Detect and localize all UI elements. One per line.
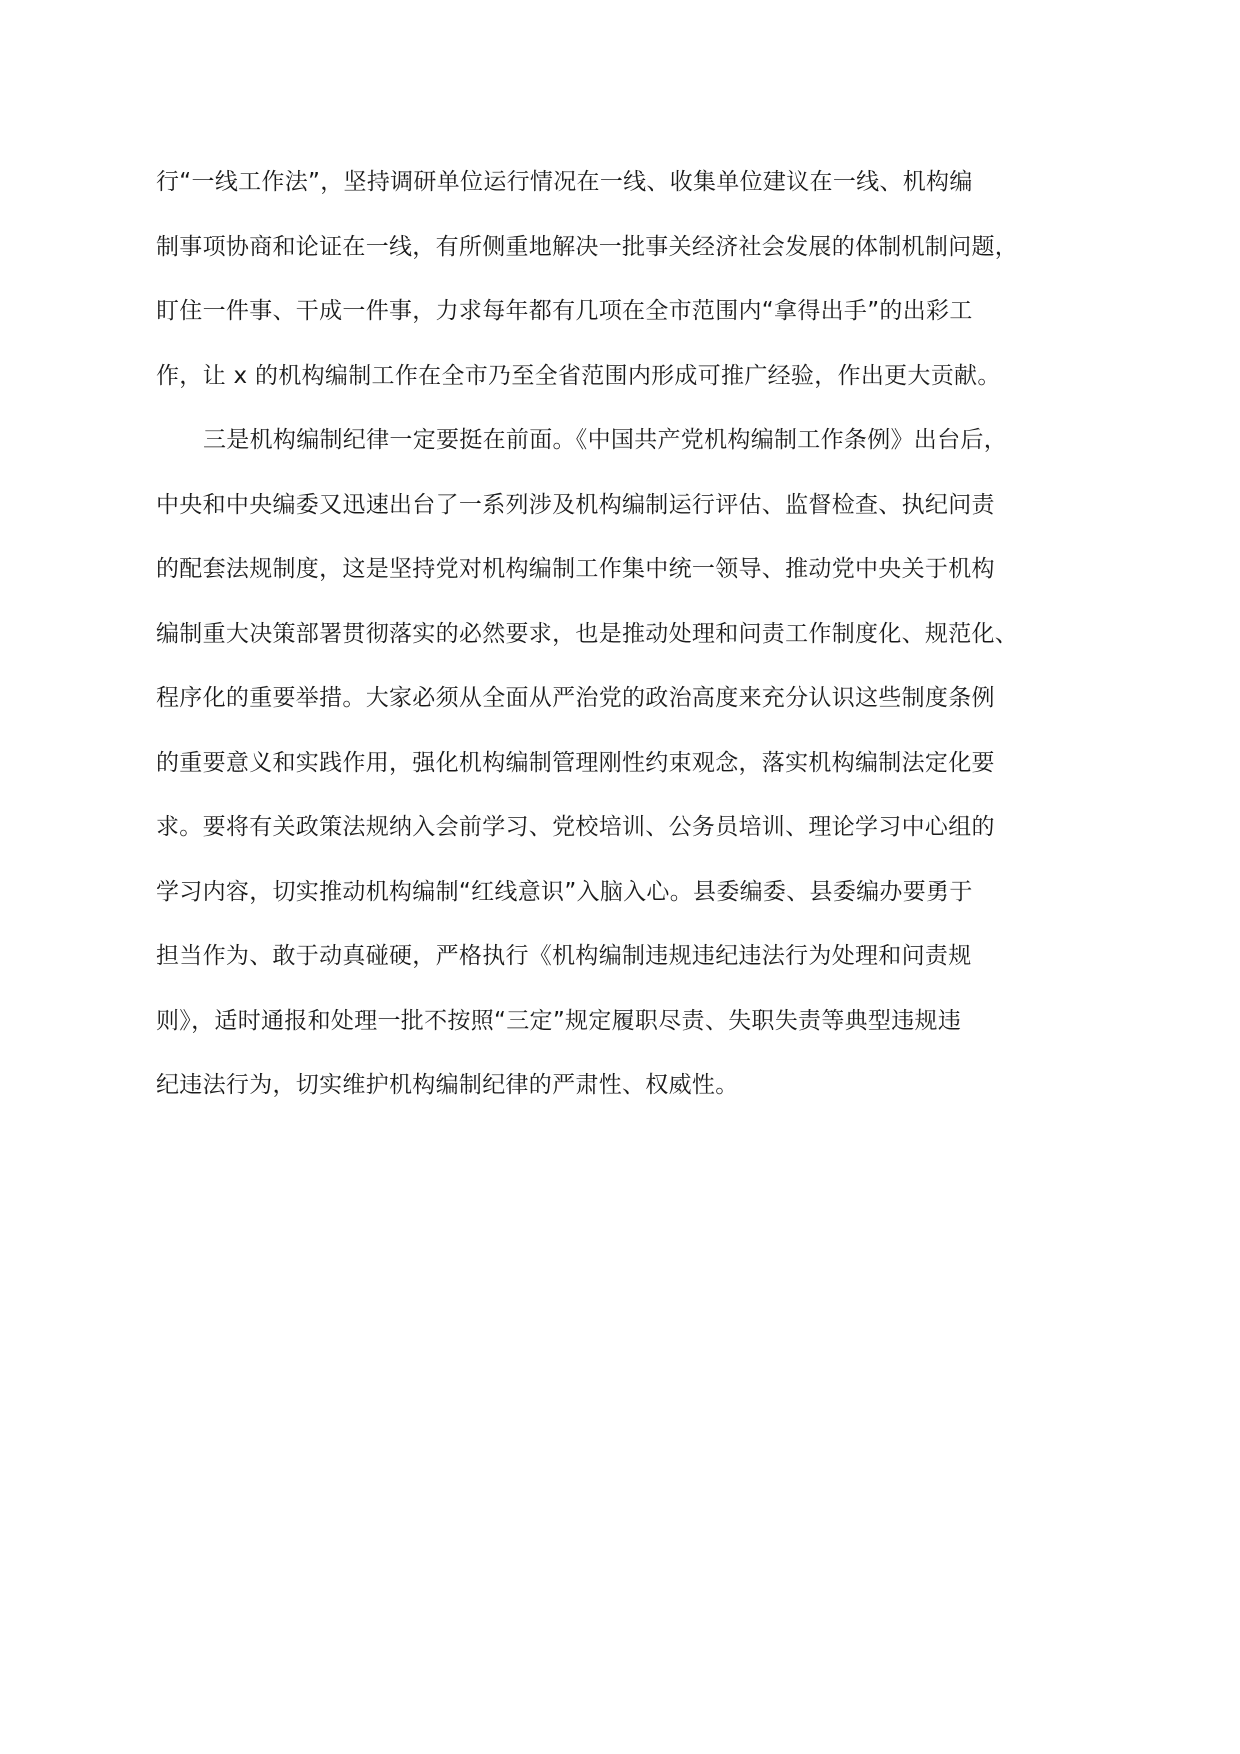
text-line-first: 三是机构编制纪律一定要挺在前面。《中国共产党机构编制工作条例》出台后， [203, 427, 1007, 453]
text-line: 学习内容，切实推动机构编制“红线意识”入脑入心。县委编委、县委编办要勇于 [156, 878, 973, 905]
text-line: 则》，适时通报和处理一批不按照“三定”规定履职尽责、失职失责等典型违规违 [156, 1007, 962, 1034]
text-line: 制事项协商和论证在一线，有所侧重地解决一批事关经济社会发展的体制机制问题， [156, 233, 1019, 260]
text-line: 中央和中央编委又迅速出台了一系列涉及机构编制运行评估、监督检查、执纪问责 [156, 491, 995, 518]
text-line: 的重要意义和实践作用，强化机构编制管理刚性约束观念，落实机构编制法定化要 [156, 749, 995, 776]
text-line: 纪违法行为，切实维护机构编制纪律的严肃性、权威性。 [156, 1072, 739, 1098]
paragraph-continuation [156, 150, 1096, 408]
text-line: 担当作为、敢于动真碰硬，严格执行《机构编制违规违纪违法行为处理和问责规 [156, 943, 972, 969]
text-line: 行“一线工作法”，坚持调研单位运行情况在一线、收集单位建议在一线、机构编 [156, 169, 973, 195]
text-line: 求。要将有关政策法规纳入会前学习、党校培训、公务员培训、理论学习中心组的 [156, 814, 995, 840]
text-line: 编制重大决策部署贯彻落实的必然要求，也是推动处理和问责工作制度化、规范化、 [156, 620, 1019, 647]
paragraph-discipline [156, 408, 1096, 1118]
text-line: 程序化的重要举措。大家必须从全面从严治党的政治高度来充分认识这些制度条例 [156, 685, 995, 711]
text-line: 盯住一件事、干成一件事，力求每年都有几项在全市范围内“拿得出手”的出彩工 [156, 298, 973, 324]
text-line: 的配套法规制度，这是坚持党对机构编制工作集中统一领导、推动党中央关于机构 [156, 556, 995, 582]
text-line: 作，让 x 的机构编制工作在全市乃至全省范围内形成可推广经验，作出更大贡献。 [156, 362, 1001, 389]
